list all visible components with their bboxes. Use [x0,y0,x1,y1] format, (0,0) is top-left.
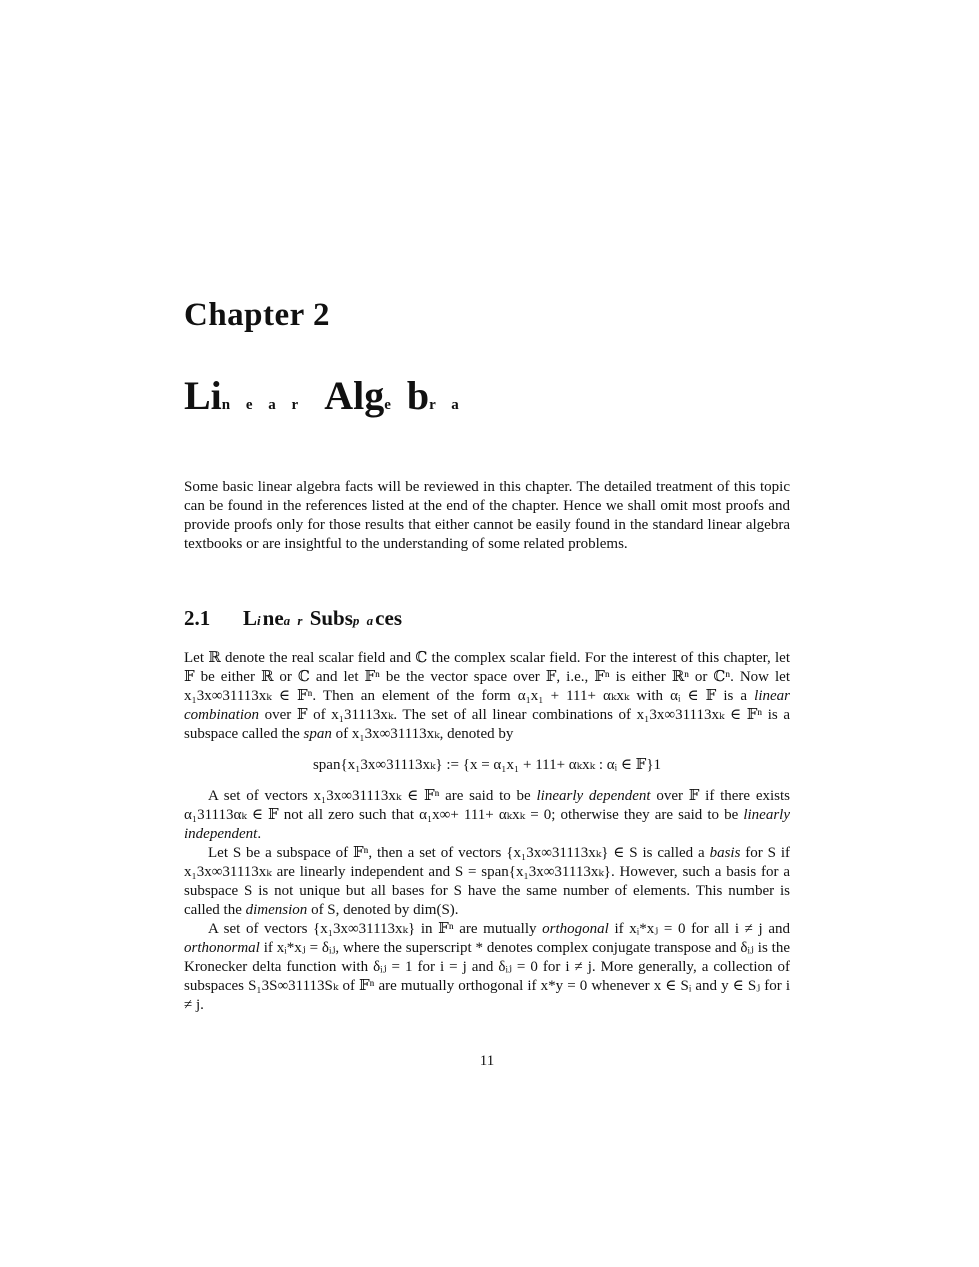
section-title-part: L [243,606,258,630]
emphasis: linearly independent [184,807,790,842]
paragraph [184,649,790,744]
chapter-title-part: e [384,397,397,413]
display-equation: span{x₁3x∞31113xₖ} := {x = α₁x₁ + 111+ αₖxₖ : αᵢ ∈ 𝔽}1 [312,757,662,773]
emphasis: linear combination [184,688,790,723]
chapter-title-part: Alg [324,373,385,418]
text-run: over 𝔽 if there exists α₁31113αₖ ∈ 𝔽 not all zero such that α₁x∞+ 111+ αₖxₖ = 0; otherwise they are said to be [184,788,791,823]
emphasis: span [303,726,332,742]
chapter-title-part: Li [184,373,222,418]
section-title-part: i [257,613,263,628]
text-run: . [257,826,262,842]
text-run: if xᵢ*xⱼ = δᵢⱼ, where the superscript * denotes complex conjugate transpose and δᵢⱼ is the Kronecker delta function with δᵢⱼ = 1 for i = j and δᵢⱼ = 0 for i ≠ j. More generally, a collection of subspaces S₁3S∞31113Sₖ of 𝔽ⁿ are mutually orthogonal if x*y = 0 whenever x ∈ Sᵢ and y ∈ Sⱼ for i ≠ j. [184,940,790,1013]
text-run: Let ℝ denote the real scalar field and ℂ the complex scalar field. For the interest of this chapter, let 𝔽 be either ℝ or ℂ and let 𝔽ⁿ be the vector space over 𝔽, i.e., 𝔽ⁿ is either ℝⁿ or ℂⁿ. Now let x₁3x∞31113xₖ ∈ 𝔽ⁿ. Then an element of the form α₁x₁ + 111+ αₖxₖ with αᵢ ∈ 𝔽 is a [184,650,790,704]
text-run: of x₁3x∞31113xₖ, denoted by [335,726,514,742]
chapter-title-part: b [406,373,430,418]
paragraph [184,787,790,844]
text-run: of S, denoted by dim(S). [311,902,459,918]
section-body [184,649,790,1015]
page-number: 11 [479,1053,495,1069]
text-run: A set of vectors x₁3x∞31113xₖ ∈ 𝔽ⁿ are said to be [208,788,531,804]
emphasis: basis [709,845,741,861]
section-title-part: ces [375,606,402,630]
text-run: Let S be a subspace of 𝔽ⁿ, then a set of vectors {x₁3x∞31113xₖ} ∈ S is called a [208,845,705,861]
section-title-part: a r [283,613,305,628]
section-title-part: p a [352,613,376,628]
paragraph [184,920,790,1015]
chapter-title-part: r a [429,397,465,413]
emphasis: dimension [245,902,308,918]
intro-paragraph: Some basic linear algebra facts will be reviewed in this chapter. The detailed treatment of this topic can be found in the references listed at the end of the chapter. Hence we shall omit most proofs and provide proofs only for those results that either cannot be easily found in the standard linear algebra textbooks or are insightful to the understanding of some related problems. [184,479,790,552]
emphasis: orthonormal [184,940,260,956]
text-run: over 𝔽 of x₁31113xₖ. The set of all linear combinations of x₁3x∞31113xₖ ∈ 𝔽ⁿ is a subspace called the [184,707,791,742]
section-title-part: ne [262,606,284,630]
text-run: if xᵢ*xⱼ = 0 for all i ≠ j and [614,921,791,937]
emphasis: orthogonal [542,921,609,937]
section-title-part: Subs [309,606,353,630]
chapter-label: Chapter 2 [184,297,330,333]
chapter-title-part: n e a r [221,397,305,413]
section-number: 2.1 [184,606,211,630]
paragraph [184,844,790,920]
text-run: for S if x₁3x∞31113xₖ are linearly independent and S = span{x₁3x∞31113xₖ}. However, such a basis for a subspace S is not unique but all bases for S have the same number of elements. This number is called the [184,845,791,918]
emphasis: linearly dependent [536,788,651,804]
section-heading [184,606,402,631]
text-run: A set of vectors {x₁3x∞31113xₖ} in 𝔽ⁿ are mutually [208,921,537,937]
chapter-title [184,372,465,419]
